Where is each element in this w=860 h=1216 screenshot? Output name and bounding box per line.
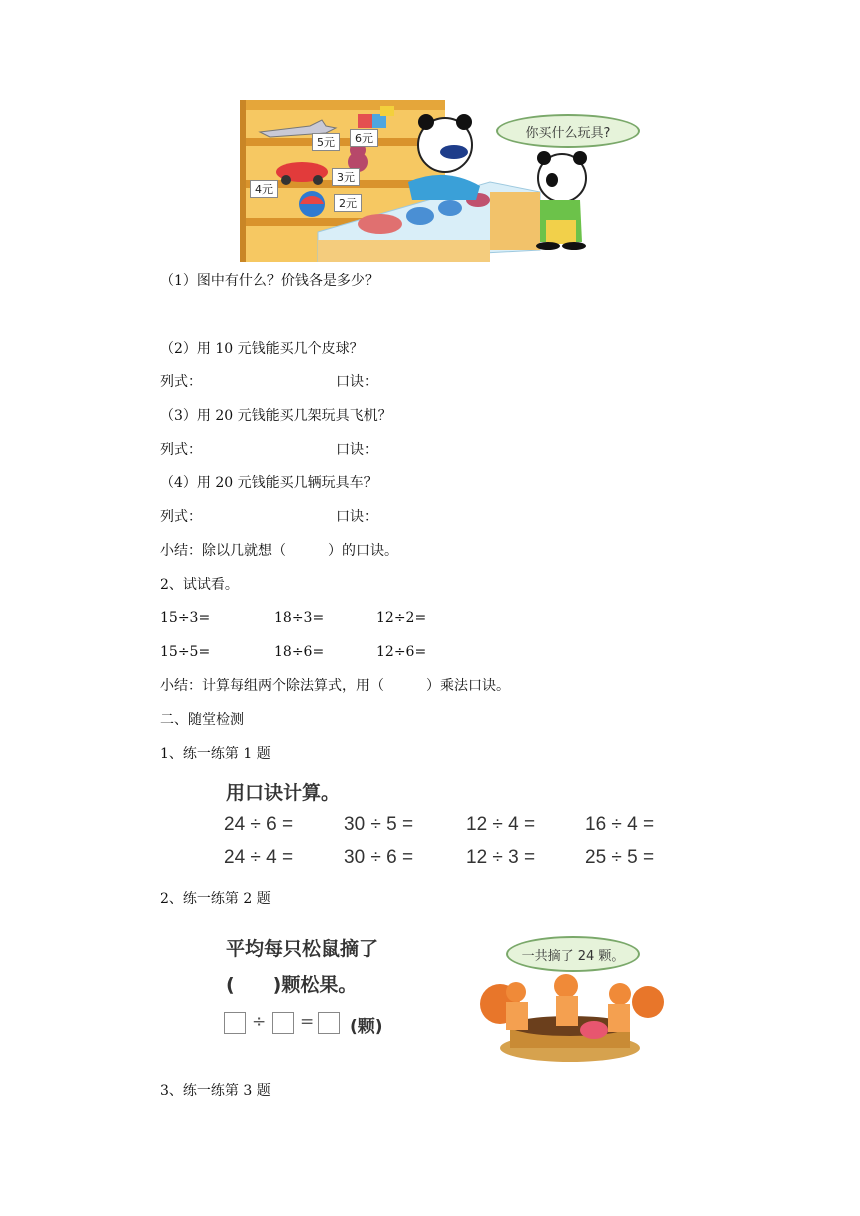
ex1-eq-r2c3: 12 ÷ 3 = — [466, 847, 536, 868]
question-4: （4）用 20 元钱能买几辆玩具车？ — [160, 475, 378, 491]
answer-box-3[interactable] — [318, 1012, 340, 1034]
squirrels-illustration — [470, 956, 670, 1066]
exercise-1-heading: 用口诀计算。 — [226, 782, 341, 804]
try-row1-item3: 12÷2= — [376, 610, 427, 626]
formula-label-3: 列式： — [160, 442, 202, 458]
try-row1-item1: 15÷3= — [160, 610, 211, 626]
speech-bubble-toy: 你买什么玩具? — [496, 114, 640, 148]
ex1-eq-r1c3: 12 ÷ 4 = — [466, 814, 536, 835]
unit-label: (颗) — [350, 1017, 383, 1037]
formula-label-2: 列式： — [160, 374, 202, 390]
ex1-eq-r2c2: 30 ÷ 6 = — [344, 847, 414, 868]
summary-2: 小结：计算每组两个除法算式，用（ ）乘法口诀。 — [160, 678, 510, 694]
exercise-1-figure — [210, 768, 670, 876]
exercise-2-line1: 平均每只松鼠摘了 — [226, 938, 379, 960]
exercise-2-title: 2、练一练第 2 题 — [160, 891, 271, 907]
exercise-1-title: 1、练一练第 1 题 — [160, 746, 271, 762]
price-tag-2: 2元 — [334, 194, 362, 212]
question-2: （2）用 10 元钱能买几个皮球？ — [160, 341, 364, 357]
speech-bubble-squirrel: 一共摘了 24 颗。 — [506, 936, 640, 972]
try-row2-item3: 12÷6= — [376, 644, 427, 660]
price-tag-4: 4元 — [250, 180, 278, 198]
summary-1: 小结：除以几就想（ ）的口诀。 — [160, 543, 398, 559]
section-try: 2、试试看。 — [160, 577, 239, 593]
rhyme-label-4: 口诀： — [336, 509, 378, 525]
price-tag-5: 5元 — [312, 133, 340, 151]
divide-sign: ÷ — [252, 1012, 267, 1032]
answer-box-1[interactable] — [224, 1012, 246, 1034]
ex1-eq-r1c1: 24 ÷ 6 = — [224, 814, 294, 835]
exercise-2-figure — [210, 920, 670, 1066]
ex1-eq-r2c4: 25 ÷ 5 = — [585, 847, 655, 868]
rhyme-label-3: 口诀： — [336, 442, 378, 458]
question-1: （1）图中有什么？价钱各是多少？ — [160, 273, 379, 289]
ex1-eq-r1c4: 16 ÷ 4 = — [585, 814, 655, 835]
price-tag-3: 3元 — [332, 168, 360, 186]
price-tag-6: 6元 — [350, 129, 378, 147]
ex1-eq-r2c1: 24 ÷ 4 = — [224, 847, 294, 868]
equals-sign: = — [300, 1012, 315, 1032]
rhyme-label-2: 口诀： — [336, 374, 378, 390]
try-row2-item2: 18÷6= — [274, 644, 325, 660]
try-row1-item2: 18÷3= — [274, 610, 325, 626]
ex1-eq-r1c2: 30 ÷ 5 = — [344, 814, 414, 835]
answer-box-2[interactable] — [272, 1012, 294, 1034]
question-3: （3）用 20 元钱能买几架玩具飞机？ — [160, 408, 392, 424]
toy-shop-illustration — [240, 100, 660, 262]
section-check-heading: 二、随堂检测 — [160, 712, 244, 728]
try-row2-item1: 15÷5= — [160, 644, 211, 660]
exercise-3-title: 3、练一练第 3 题 — [160, 1083, 271, 1099]
formula-label-4: 列式： — [160, 509, 202, 525]
exercise-2-line2: ( )颗松果。 — [226, 974, 358, 996]
